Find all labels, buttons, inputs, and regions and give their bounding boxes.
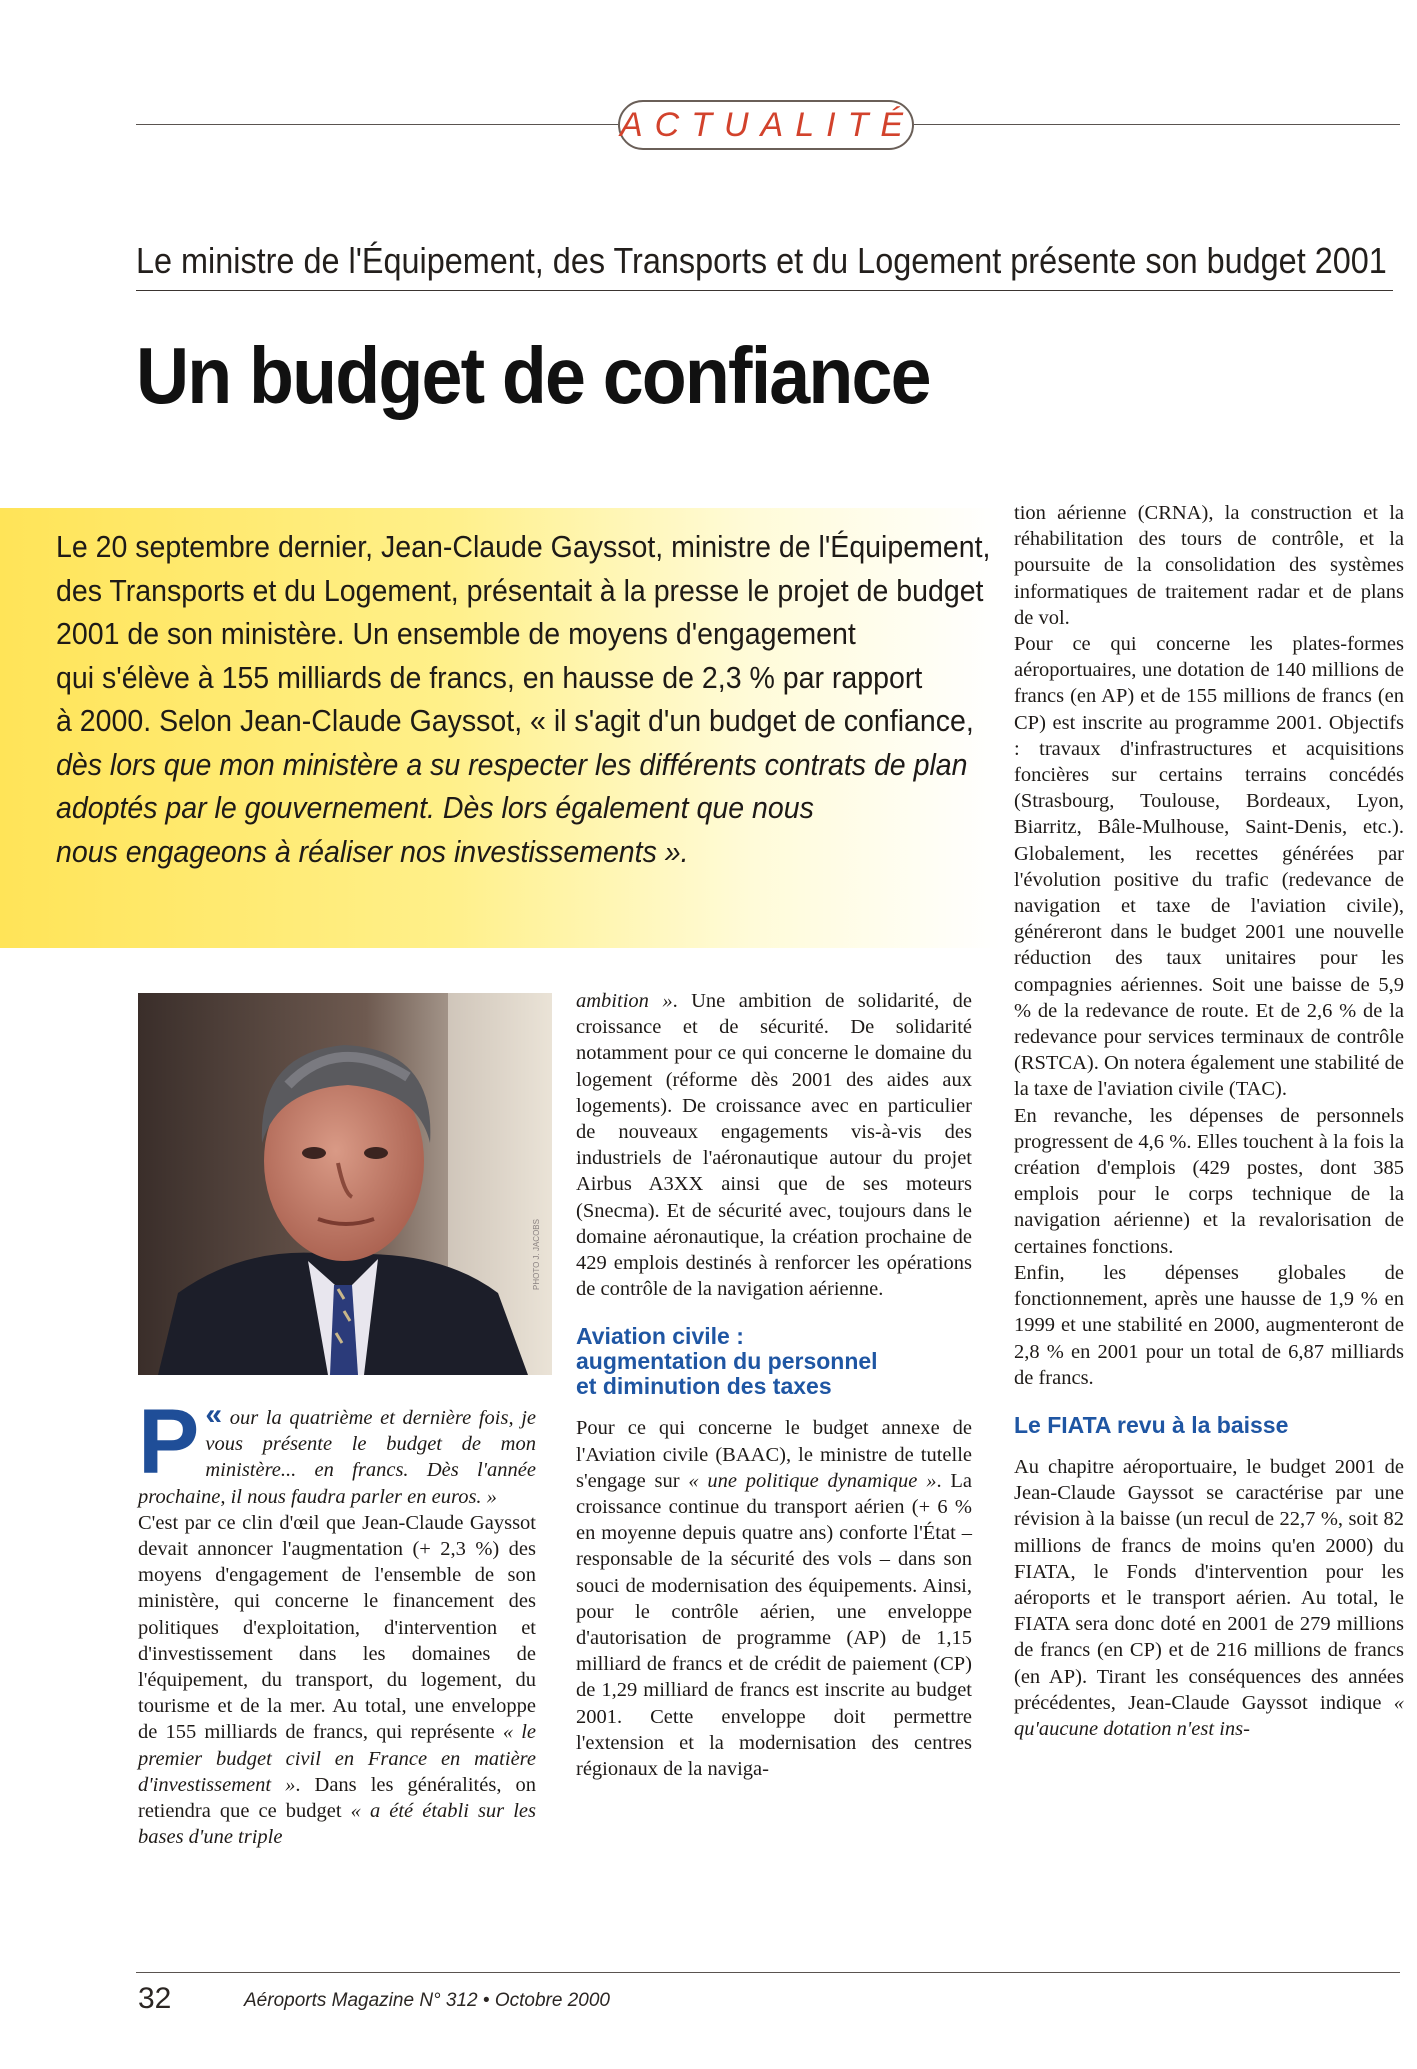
text-run: « le premier budget civil en France en matière d'investissement » [138, 1721, 536, 1796]
paragraph [1014, 1454, 1404, 1742]
lead-line: des Transports et du Logement, présentait à la presse le projet de budget [56, 572, 984, 608]
footer-rule [136, 1972, 1400, 1973]
subheading: Le FIATA revu à la baisse [1014, 1411, 1289, 1438]
lead-line: nous engageons à réaliser nos investissements ». [56, 833, 689, 869]
article-column-1 [138, 1391, 536, 1850]
drop-cap: P [138, 1391, 200, 1493]
paragraph [576, 988, 972, 1302]
text-run: . La croissance continue du transport aérien (+ 6 % en moyenne depuis quatre ans) conforte l'État – responsable de la sécurité des vols – dans son souci de modernisation des équipements. Ainsi, pour le contrôle aérien, une enveloppe d'autorisation de programme (AP) de 1,15 milliard de francs et de crédit de paiement (CP) de 1,29 milliard de francs est inscrite au budget 2001. Cette enveloppe doit permettre l'extension et la modernisation des centres régionaux de la naviga- [576, 1469, 972, 1781]
opening-quote [138, 1391, 536, 1510]
text-run: Pour ce qui concerne le budget annexe de l'Aviation civile (BAAC), le ministre de tutelle s'engage sur [576, 1417, 972, 1492]
portrait-illustration [138, 993, 552, 1375]
lead-line: à 2000. Selon Jean-Claude Gayssot, « il s'agit d'un budget de confiance, [56, 703, 974, 738]
paragraph [138, 1510, 536, 1851]
article-column-2 [576, 988, 972, 1782]
text-run: ambition » [576, 990, 673, 1012]
kicker-rule [136, 290, 1393, 291]
paragraph: tion aérienne (CRNA), la construction et la réhabilitation des tours de contrôle, et la poursuite de la consolidation des systèmes informatiques de traitement radar et de plans de vol. [1014, 502, 1404, 629]
photo-credit: PHOTO J. JACOBS [532, 1219, 541, 1290]
portrait-photo [138, 993, 552, 1375]
lead-line: qui s'élève à 155 milliards de francs, en hausse de 2,3 % par rapport [56, 659, 923, 695]
paragraph: En revanche, les dépenses de personnels progressent de 4,6 %. Elles touchent à la fois la création d'emplois (429 postes, dont 385 emplois pour le corps technique de la navigation aérienne) et la revalorisation de certaines fonctions. [1014, 1104, 1404, 1258]
subheading-line: augmentation du personnel [576, 1348, 878, 1375]
quote-text: our la quatrième et dernière fois, je vous présente le budget de mon ministère... en francs. Dès l'année prochaine, il nous faudra parler en euros. » [138, 1407, 536, 1508]
lead-line: 2001 de son ministère. Un ensemble de moyens d'engagement [56, 616, 856, 651]
text-run: « une politique dynamique » [688, 1469, 937, 1492]
paragraph: Pour ce qui concerne les plates-formes aéroportuaires, une dotation de 140 millions de francs (en AP) et de 155 millions de francs (en CP) est inscrite au programme 2001. Objectifs : travaux d'infrastructures et acquisitions foncières sur certains terrains concédés (Strasbourg, Toulouse, Bordeaux, Lyon, Biarritz, Bâle-Mulhouse, Saint-Denis, etc.). Globalement, les recettes générées par l'évolution positive du trafic (redevance de navigation et taxe de l'aviation civile), généreront dans le budget 2001 une nouvelle réduction des taux unitaires pour les compagnies aériennes. Soit une baisse de 5,9 % de la redevance de route. Et de 2,6 % de la redevance pour services terminaux de contrôle (RSTCA). On notera également une stabilité de la taxe de l'aviation civile (TAC). [1014, 633, 1404, 1101]
text-run: C'est par ce clin d'œil que Jean-Claude Gayssot devait annoncer l'augmentation (+ 2,3 %) des moyens d'engagement de l'ensemble de son ministère, qui concerne le financement des politiques d'exploitation, d'intervention et d'investissement dans les domaines de l'équipement, du transport, du logement, du tourisme et de la mer. Au total, une enveloppe de 155 milliards de francs, qui représente [138, 1511, 536, 1744]
text-run: . Une ambition de solidarité, de croissance et de sécurité. De solidarité notamment pour ce qui concerne le domaine du logement (réforme dès 2001 des aides aux logements). De croissance avec en particulier de nouveaux engagements vis-à-vis des industriels de l'aéronautique autour du projet Airbus A3XX ainsi que de ses moteurs (Snecma). Et de sécurité avec, toujours dans le domaine aéronautique, la création prochaine de 429 emplois destinés à renforcer les opérations de contrôle de la navigation aérienne. [576, 990, 972, 1301]
text-run: « a été établi sur les bases d'une triple [138, 1800, 536, 1849]
paragraph [576, 1415, 972, 1782]
lead-line: dès lors que mon ministère a su respecter les différents contrats de plan [56, 746, 968, 782]
header-rule-left [136, 124, 618, 125]
page-number: 32 [138, 1982, 172, 2015]
section-rubric: ACTUALITÉ [618, 100, 914, 150]
subheading-line: Aviation civile : [576, 1323, 744, 1350]
article-column-3 [1014, 500, 1404, 1742]
text-run: Au chapitre aéroportuaire, le budget 2001 de Jean-Claude Gayssot se caractérise par une révision à la baisse (un recul de 22,7 %, soit 82 millions de francs de moins qu'en 2000) du FIATA, le Fonds d'intervention pour les aéroports et le transport aérien. Au total, le FIATA sera donc doté en 2001 de 279 millions de francs (en CP) et de 216 millions de francs (en AP). Tirant les conséquences des années précédentes, Jean-Claude Gayssot indique [1014, 1455, 1404, 1714]
opening-quote-mark: « [205, 1398, 223, 1431]
subheading-line: et diminution des taxes [576, 1373, 832, 1400]
header-rule-right [914, 124, 1400, 125]
headline: Un budget de confiance [136, 331, 930, 420]
magazine-issue: Aéroports Magazine N° 312 • Octobre 2000 [244, 1990, 610, 2011]
lead-line: Le 20 septembre dernier, Jean-Claude Gayssot, ministre de l'Équipement, [56, 529, 991, 564]
paragraph: Enfin, les dépenses globales de fonctionnement, après une hausse de 1,9 % en 1999 et une stabilité en 2000, augmenteront de 2,8 % en 2001 pour un total de 6,87 milliards de francs. [1014, 1261, 1404, 1389]
kicker: Le ministre de l'Équipement, des Transports et du Logement présente son budget 2001 [136, 240, 1387, 281]
lead-line: adoptés par le gouvernement. Dès lors également que nous [56, 790, 814, 825]
text-run: « qu'aucune dotation n'est ins- [1014, 1691, 1404, 1740]
subheading [576, 1324, 972, 1399]
text-run: . Dans les généralités, on retiendra que ce budget [138, 1773, 536, 1823]
lead-paragraph [56, 525, 991, 873]
